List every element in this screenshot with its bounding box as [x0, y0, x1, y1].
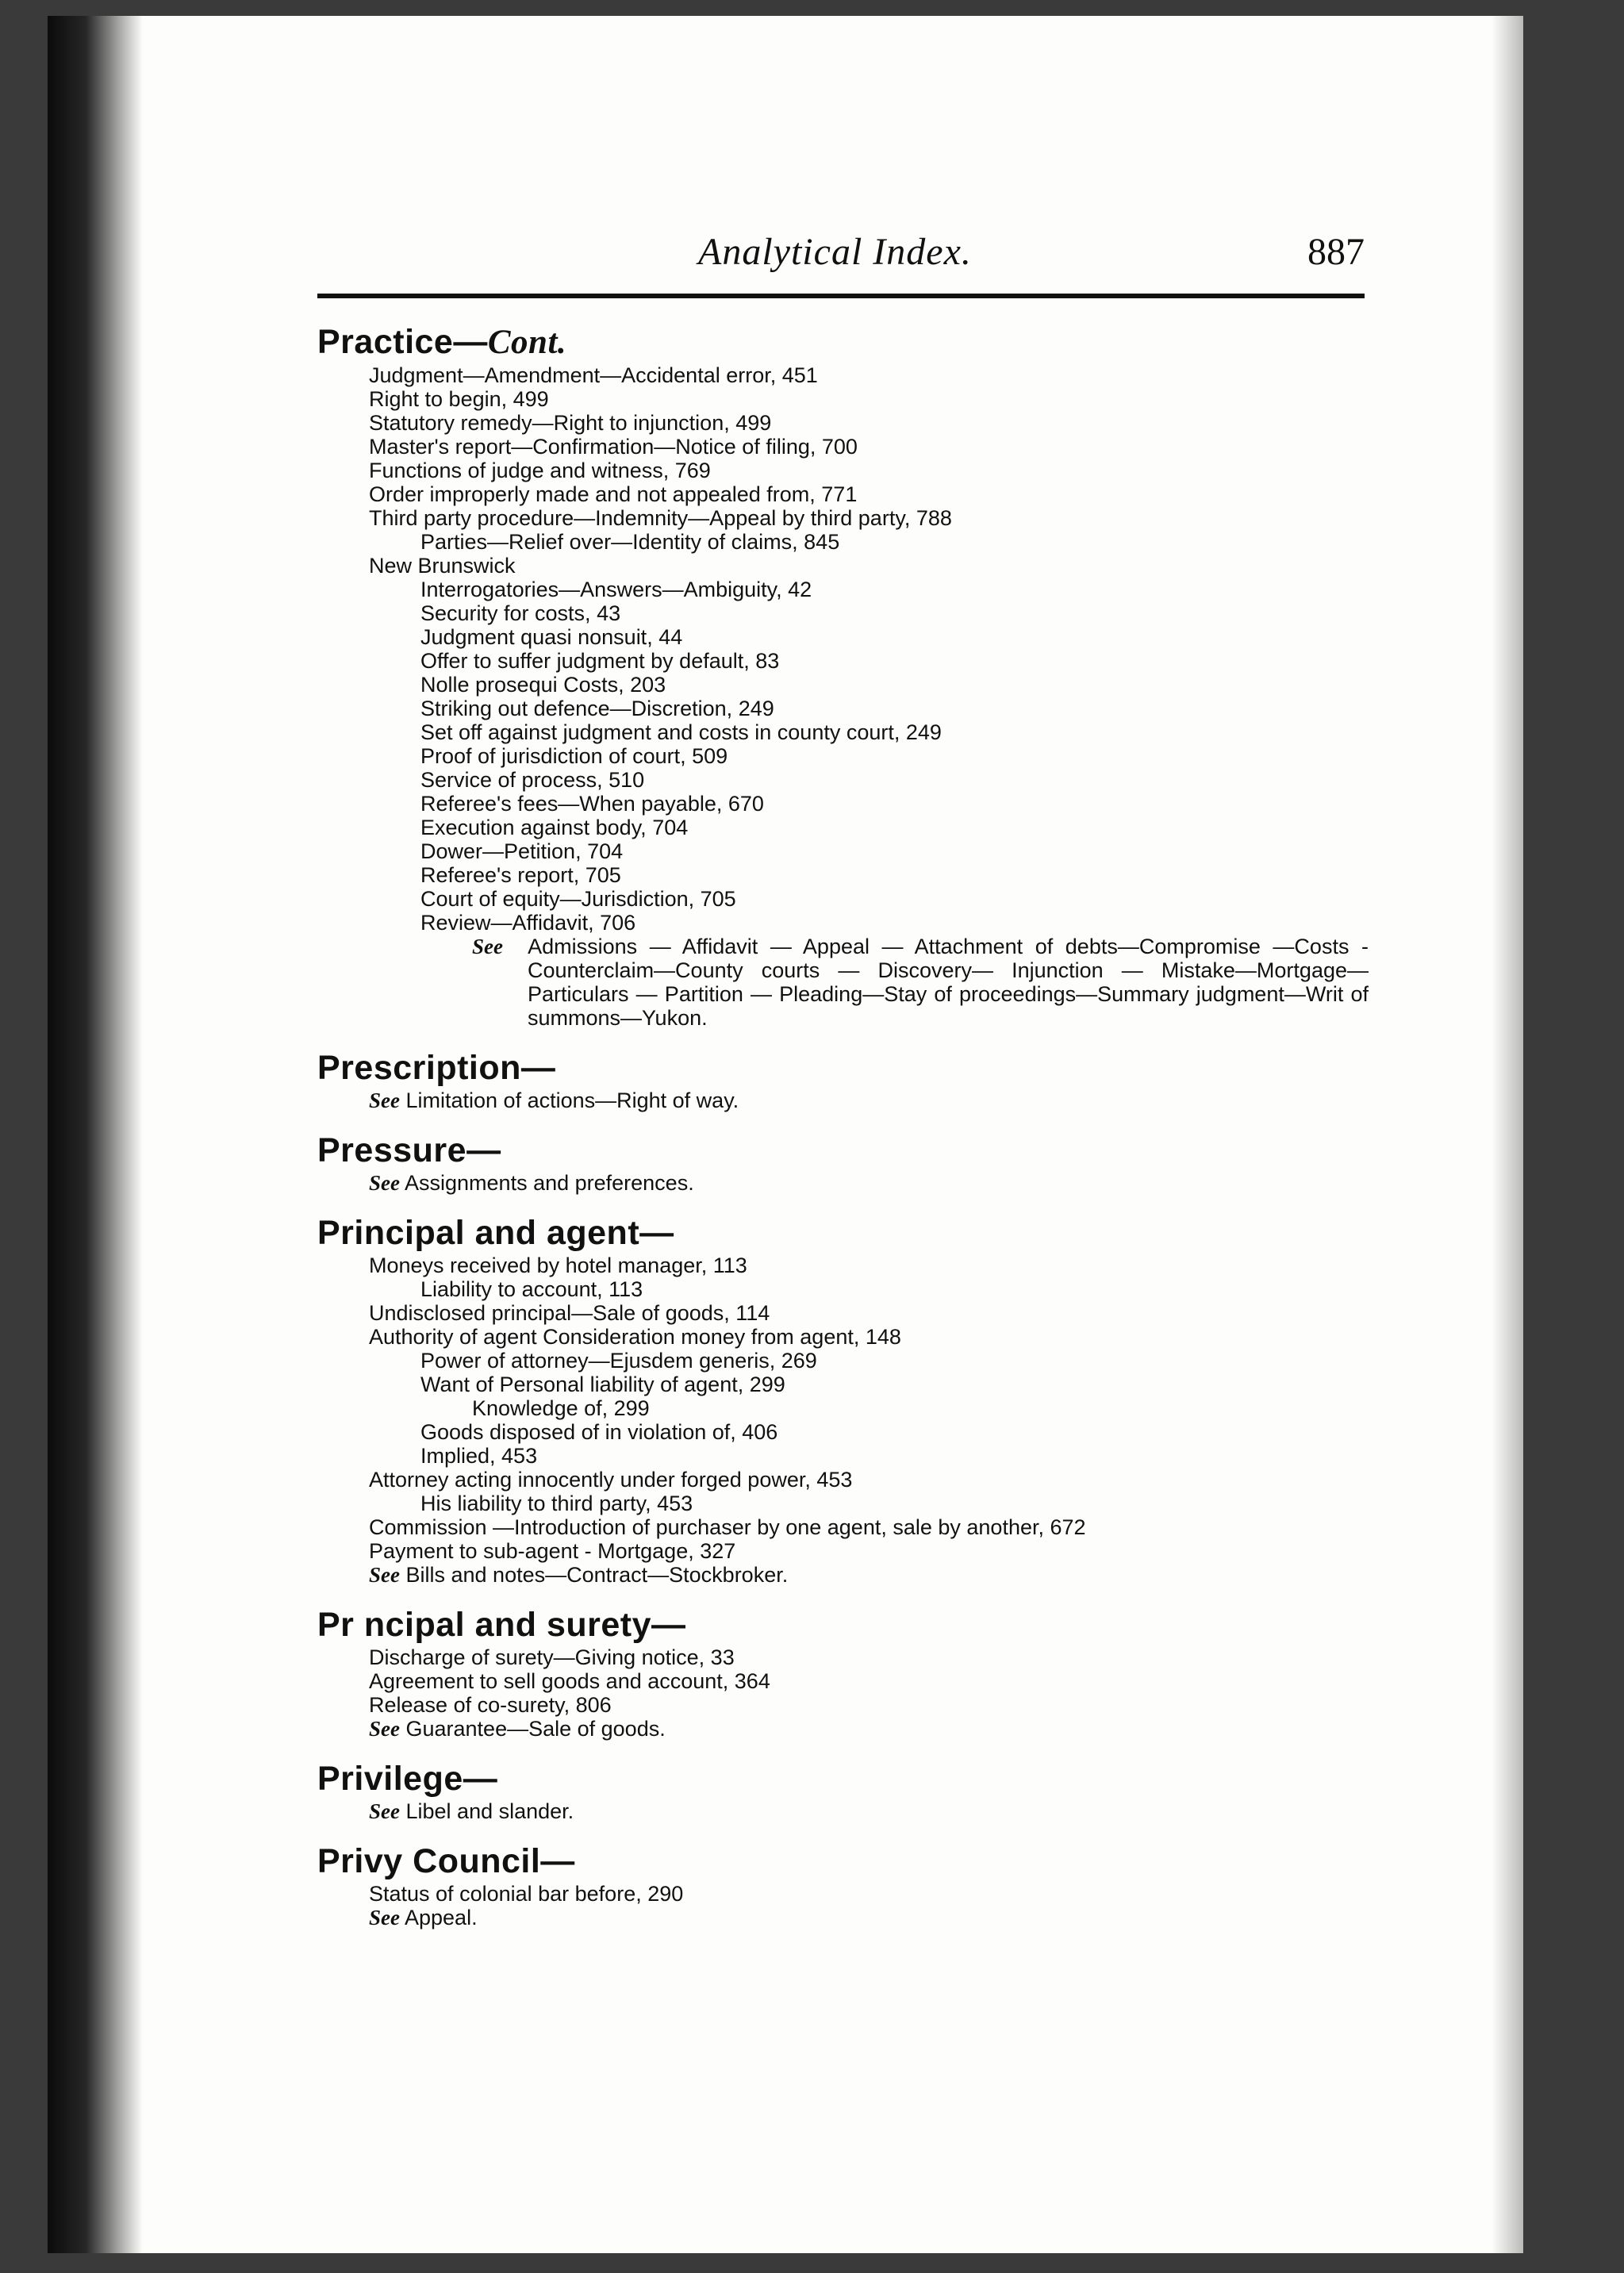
entry-heading: Privy Council— — [317, 1842, 575, 1880]
page-number: 887 — [1307, 231, 1365, 273]
index-subline: His liability to third party, 453 — [420, 1492, 693, 1515]
see-label: See — [472, 935, 503, 958]
entry-heading: Pressure— — [317, 1131, 501, 1169]
book-page — [48, 16, 1523, 2253]
index-line: Third party procedure—Indemnity—Appeal by third party, 788 — [369, 506, 952, 530]
index-line: Master's report—Confirmation—Notice of filing, 700 — [369, 435, 858, 459]
index-subline: Execution against body, 704 — [420, 816, 689, 839]
index-subline: Proof of jurisdiction of court, 509 — [420, 744, 728, 768]
see-also — [317, 1906, 1380, 1929]
index-subline: Nolle prosequi Costs, 203 — [420, 673, 666, 697]
index-line: Status of colonial bar before, 290 — [369, 1882, 684, 1906]
running-title: Analytical Index. — [698, 231, 972, 273]
index-subsubline: Knowledge of, 299 — [472, 1396, 650, 1420]
index-line: Authority of agent Consideration money from agent, 148 — [369, 1325, 901, 1349]
see-text: Appeal. — [405, 1906, 478, 1929]
entry-heading: Prescription— — [317, 1049, 556, 1087]
see-text: Assignments and preferences. — [405, 1171, 694, 1195]
index-line: Undisclosed principal—Sale of goods, 114 — [369, 1301, 770, 1325]
entry-principal-and-agent — [317, 1212, 1380, 1587]
index-line: Attorney acting innocently under forged power, 453 — [369, 1468, 853, 1492]
see-label: See — [369, 1089, 400, 1112]
see-label: See — [369, 1563, 400, 1587]
index-subline: Goods disposed of in violation of, 406 — [420, 1420, 778, 1444]
index-subline: Referee's fees—When payable, 670 — [420, 792, 764, 816]
page-header — [325, 230, 1365, 286]
see-text: Libel and slander. — [405, 1799, 574, 1823]
header-rule — [317, 294, 1365, 298]
see-also — [369, 935, 1369, 1030]
index-line: Right to begin, 499 — [369, 387, 549, 411]
index-line: Judgment—Amendment—Accidental error, 451 — [369, 363, 818, 387]
see-label: See — [369, 1906, 400, 1929]
see-text: Guarantee—Sale of goods. — [405, 1717, 666, 1741]
see-also — [317, 1717, 1380, 1741]
index-line: Moneys received by hotel manager, 113 — [369, 1254, 747, 1277]
page-edge-shadow — [1492, 16, 1523, 2253]
index-body — [317, 321, 1380, 1947]
see-label: See — [369, 1799, 400, 1823]
book-spine-shadow — [48, 16, 143, 2253]
see-text: Admissions — Affidavit — Appeal — Attachment of debts—Compromise —Costs - Counterclaim—County courts — Discovery— Injunction — Mistake—Mortgage—Particulars — Partition — Pleading—Stay of proceedings—Summary judgment—Writ of summons—Yukon. — [528, 935, 1369, 1030]
index-subline: Set off against judgment and costs in county court, 249 — [420, 720, 942, 744]
see-also — [317, 1171, 1380, 1195]
index-subline: Parties—Relief over—Identity of claims, 845 — [420, 530, 840, 554]
entry-heading: Privilege— — [317, 1760, 498, 1798]
see-label: See — [369, 1717, 400, 1741]
index-subline: Offer to suffer judgment by default, 83 — [420, 649, 780, 673]
index-line: Release of co-surety, 806 — [369, 1693, 612, 1717]
index-subline: Want of Personal liability of agent, 299 — [420, 1373, 785, 1396]
index-subline: Liability to account, 113 — [420, 1277, 643, 1301]
index-line: Discharge of surety—Giving notice, 33 — [369, 1645, 735, 1669]
index-subline: Service of process, 510 — [420, 768, 645, 792]
index-subline: Review—Affidavit, 706 — [420, 911, 636, 935]
see-label: See — [369, 1171, 400, 1195]
entry-heading: Pr ncipal and surety— — [317, 1606, 686, 1644]
index-line: Payment to sub-agent - Mortgage, 327 — [369, 1539, 736, 1563]
index-line: Order improperly made and not appealed from, 771 — [369, 482, 858, 506]
index-line: Statutory remedy—Right to injunction, 499 — [369, 411, 772, 435]
see-also — [317, 1089, 1380, 1112]
entry-privy-council — [317, 1841, 1380, 1929]
see-also — [317, 1799, 1380, 1823]
index-subline: Implied, 453 — [420, 1444, 538, 1468]
index-subline: Judgment quasi nonsuit, 44 — [420, 625, 683, 649]
entry-heading: Practice—Cont. — [317, 323, 567, 361]
entry-prescription — [317, 1047, 1380, 1112]
entry-heading: Principal and agent— — [317, 1214, 674, 1252]
cont-label: Cont. — [487, 324, 567, 361]
see-also — [317, 1563, 1380, 1587]
see-text: Bills and notes—Contract—Stockbroker. — [405, 1563, 789, 1587]
index-line: Commission —Introduction of purchaser by one agent, sale by another, 672 — [369, 1515, 1086, 1539]
index-line: Agreement to sell goods and account, 364 — [369, 1669, 770, 1693]
index-line: Functions of judge and witness, 769 — [369, 459, 711, 482]
index-subline: Interrogatories—Answers—Ambiguity, 42 — [420, 578, 812, 601]
see-text: Limitation of actions—Right of way. — [405, 1089, 739, 1112]
index-subline: Court of equity—Jurisdiction, 705 — [420, 887, 736, 911]
index-subline: Striking out defence—Discretion, 249 — [420, 697, 774, 720]
entry-practice — [317, 321, 1380, 1030]
entry-pressure — [317, 1130, 1380, 1195]
index-subline: Dower—Petition, 704 — [420, 839, 624, 863]
index-subline: Referee's report, 705 — [420, 863, 621, 887]
entry-privilege — [317, 1758, 1380, 1823]
index-subline: Security for costs, 43 — [420, 601, 621, 625]
index-subheading: New Brunswick — [369, 554, 516, 578]
entry-principal-and-surety — [317, 1604, 1380, 1741]
index-subline: Power of attorney—Ejusdem generis, 269 — [420, 1349, 817, 1373]
